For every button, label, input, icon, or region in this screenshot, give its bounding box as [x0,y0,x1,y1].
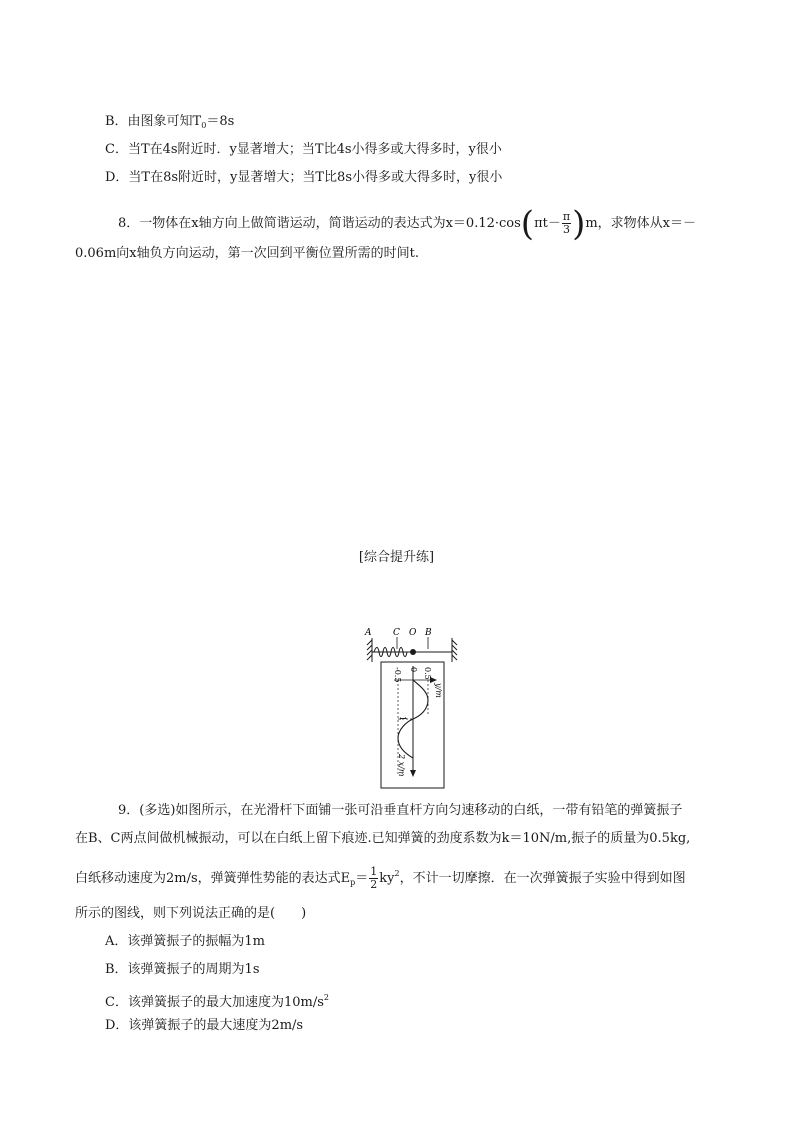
q7-option-c: C．当T在4s附近时．y显著增大；当T比4s小得多或大得多时，y很小 [105,142,502,157]
q7-option-b-text: B．由图象可知T [105,114,202,129]
tick-neg: -0.5 [393,667,402,683]
q7-option-b-subscript: 0 [201,121,207,130]
q9-line3 [75,860,686,891]
q9-option-d: D．该弹簧振子的最大速度为2m/s [105,1018,304,1033]
q8-fraction [562,211,571,236]
q9-line3-pre: 白纸移动速度为2m/s，弹簧弹性势能的表达式E [75,871,351,886]
q9-option-c-text: C．该弹簧振子的最大加速度为10m/s [105,995,324,1010]
q9-option-c [105,990,329,1011]
q8-right-paren: ) [572,203,586,244]
q8-fraction-denominator: 3 [562,223,570,236]
spring-oscillator-figure [0,620,793,800]
q9-fraction-numerator: 1 [370,865,378,878]
q8-line1-pre: 8．一物体在x轴方向上做简谐运动，简谐运动的表达式为x＝0.12·cos [118,216,521,231]
q9-line2: 在B、C两点间做机械振动，可以在白纸上留下痕迹.已知弹簧的劲度系数为k＝10N/m,振子的质量为0.5kg, [75,831,691,846]
q7-option-b-tail: ＝8s [206,114,235,129]
q9-ep-subscript: p [350,878,356,887]
left-wall [367,638,372,662]
tick-one: 1 [398,716,407,722]
q7-option-b [105,114,234,134]
q9-option-c-superscript: 2 [323,993,329,1002]
q9-option-b: B．该弹簧振子的周期为1s [105,962,260,977]
right-wall [452,638,457,662]
q9-line3-post: ，不计一切摩擦．在一次弹簧振子实验中得到如图 [399,871,686,886]
q9-line1: 9．(多选)如图所示，在光滑杆下面铺一张可沿垂直杆方向匀速移动的白纸，一带有铅笔的弹簧振子 [118,803,683,818]
q9-line4: 所示的图线，则下列说法正确的是( ) [75,906,307,921]
x-axis-label: 2 x/m [397,754,406,777]
q8-fraction-numerator: π [562,210,571,223]
y-axis-label: y/m [434,683,443,698]
x-axis-arrow [410,770,416,777]
q9-fraction [369,866,378,891]
q9-ky-superscript: 2 [394,869,400,878]
label-o: O [409,628,417,638]
section-title: [综合提升练] [358,550,435,565]
q9-fraction-denominator: 2 [370,878,378,891]
q8-formula-inner: πt－ [534,216,561,231]
label-c: C [393,628,400,638]
q8-left-paren: ( [520,203,535,244]
q8-line1 [118,203,697,244]
q8-line1-post: m，求物体从x＝－ [585,216,697,231]
label-b: B [425,628,432,638]
label-a: A [365,628,372,638]
q7-option-d: D．当T在8s附近时，y显著增大；当T比8s小得多或大得多时，y很小 [105,170,503,185]
tick-zero: 0 [409,667,418,673]
tick-pos: 0.5 [423,667,432,680]
q9-option-a: A．该弹簧振子的振幅为1m [105,934,265,949]
oscillator-ball [410,649,416,655]
q9-line3-eq: ＝ [355,871,369,886]
q8-line2: 0.06m向x轴负方向运动，第一次回到平衡位置所需的时间t. [75,246,419,261]
q9-line3-ky: ky [379,871,395,886]
